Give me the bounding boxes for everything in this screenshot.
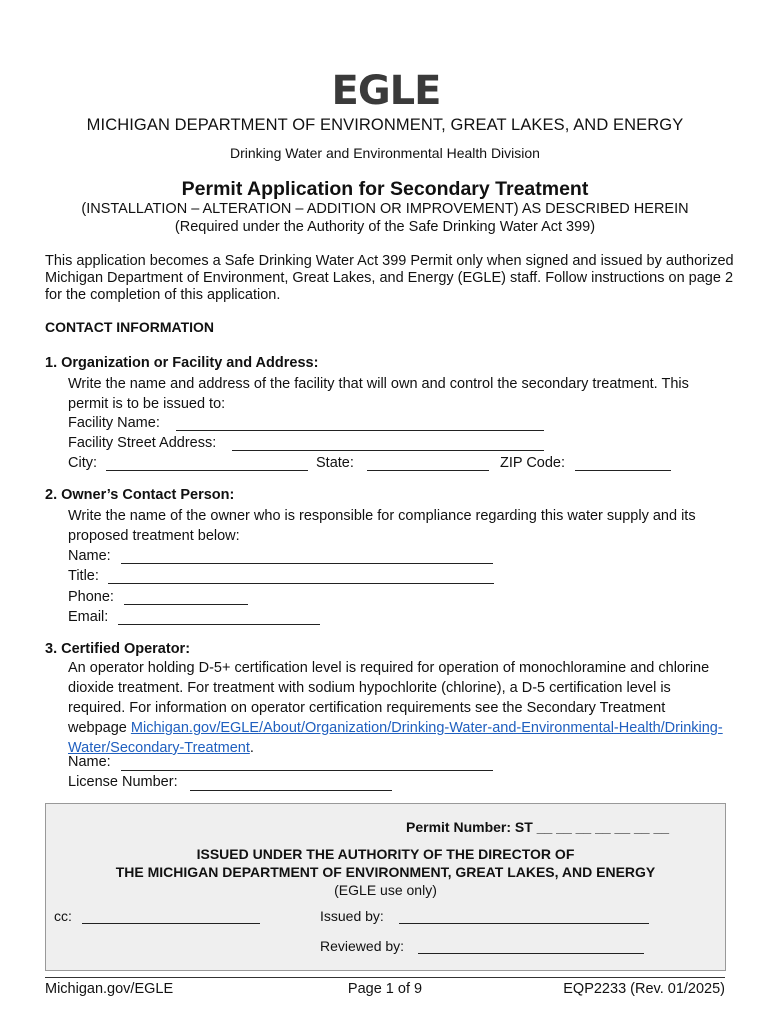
subtitle-scope: (INSTALLATION – ALTERATION – ADDITION OR IMPROVEMENT) AS DESCRIBED HEREIN [81,201,689,217]
issued-by-field[interactable] [399,923,649,924]
owner-title-label: Title: [68,568,99,584]
operator-name-label: Name: [68,754,111,770]
issued-by-label: Issued by: [320,908,384,924]
issued-authority-line1: ISSUED UNDER THE AUTHORITY OF THE DIRECTOR OF [196,846,575,862]
license-number-field[interactable] [190,790,392,791]
footer-form-id: EQP2233 (Rev. 01/2025) [563,981,725,997]
egle-use-only-note: (EGLE use only) [334,882,437,898]
street-address-field[interactable] [232,450,544,451]
reviewed-by-label: Reviewed by: [320,938,405,954]
division-name: Drinking Water and Environmental Health Division [230,145,540,161]
q2-text: Write the name of the owner who is responsible for compliance regarding this water supply and its proposed treatment below: [68,508,696,544]
owner-email-field[interactable] [118,624,320,625]
footer-divider [45,977,725,978]
owner-name-field[interactable] [121,563,493,564]
zip-field[interactable] [575,470,671,471]
department-name: MICHIGAN DEPARTMENT OF ENVIRONMENT, GREAT LAKES, AND ENERGY [86,116,684,134]
egle-logo [329,70,443,108]
q3-period: . [249,740,254,756]
secondary-treatment-link[interactable]: Michigan.gov/EGLE/About/Organization/Drinking-Water-and-Environmental-Health/Drinking-Water/Secondary-Treatment [68,720,723,756]
operator-name-field[interactable] [121,770,493,771]
facility-name-field[interactable] [176,430,544,431]
state-label: State: [316,455,354,471]
permit-number-label: Permit Number: ST __ __ __ __ __ __ __ [406,819,670,835]
owner-title-field[interactable] [108,583,494,584]
city-field[interactable] [106,470,308,471]
subtitle-authority: (Required under the Authority of the Safe Drinking Water Act 399) [174,219,596,235]
q3-text [68,658,726,758]
owner-email-label: Email: [68,609,109,625]
q2-heading: 2. Owner’s Contact Person: [45,487,235,503]
owner-phone-field[interactable] [124,604,248,605]
footer-page-number: Page 1 of 9 [347,981,423,997]
facility-name-label: Facility Name: [68,415,160,431]
city-label: City: [68,455,97,471]
q1-heading: 1. Organization or Facility and Address: [45,355,319,371]
cc-label: cc: [54,908,72,924]
owner-phone-label: Phone: [68,589,114,605]
logo-text: EGLE [331,70,441,108]
footer-website: Michigan.gov/EGLE [45,981,174,997]
reviewed-by-field[interactable] [418,953,644,954]
owner-name-label: Name: [68,548,111,564]
intro-paragraph: This application becomes a Safe Drinking Water Act 399 Permit only when signed and issued by authorized Michigan Department of Environment, Great Lakes, and Energy (EGLE) staff. Follow instructions on page 2 for the completion of this application. [45,253,734,303]
q3-body: An operator holding D-5+ certification level is required for operation of monochloramine and chlorine dioxide treatment. For treatment with sodium hypochlorite (chlorine), a D-5 certification level is required. For information on operator certification requirements see the Secondary Treatment webpage [68,660,710,736]
page-title: Permit Application for Secondary Treatment [181,178,589,200]
street-address-label: Facility Street Address: [68,435,217,451]
zip-label: ZIP Code: [500,455,566,471]
state-field[interactable] [367,470,489,471]
cc-field[interactable] [82,923,260,924]
egle-use-only-box [45,803,726,971]
license-number-label: License Number: [68,774,178,790]
issued-authority-line2: THE MICHIGAN DEPARTMENT OF ENVIRONMENT, GREAT LAKES, AND ENERGY [115,864,656,880]
q3-heading: 3. Certified Operator: [45,641,191,657]
q1-text: Write the name and address of the facility that will own and control the secondary treatment. This permit is to be issued to: [68,376,689,412]
section-title: CONTACT INFORMATION [45,319,215,335]
